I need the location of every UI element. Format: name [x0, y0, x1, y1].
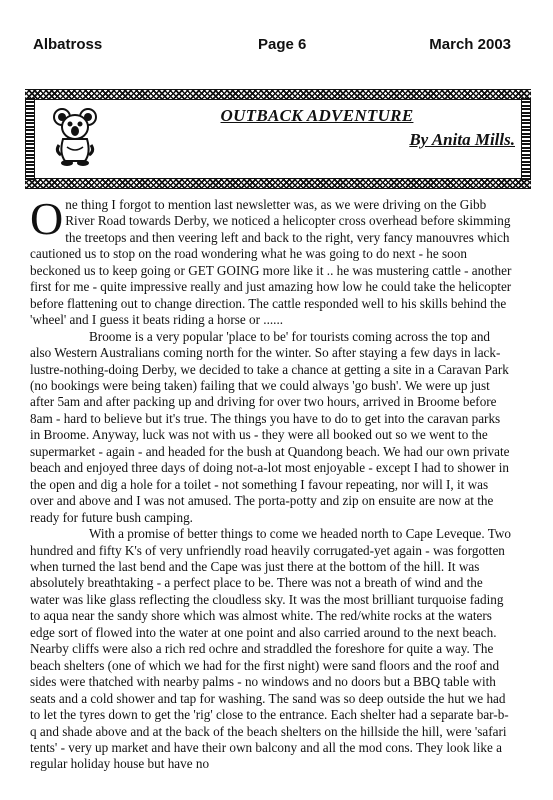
paragraph-1-text: ne thing I forgot to mention last newsletter was, as we were driving on the Gibb River Road towards Derby, we noticed a helicopter cross overhead before skimming the treetops and then veering left and back to the right, very fancy manouvres which cautioned us to stop on the road wondering what he was going to do next - he soon beckoned us to keep going or GET GOING more like it .. he was mustering cattle - another first for me - quite impressive really and just amazing how low he could take the helicopter before flattening out to change direction. The cattle responded well to his skills behind the 'wheel' and I guess it beats riding a horse or ......: [30, 197, 512, 328]
decorative-border-top: [25, 89, 531, 100]
page-header: [33, 36, 511, 56]
newsletter-name: Albatross: [33, 36, 103, 53]
article-banner: [25, 89, 531, 189]
decorative-border-right: [521, 98, 531, 180]
article-body: [30, 193, 512, 773]
decorative-border-bottom: [25, 178, 531, 189]
koala-clipart-icon: [53, 107, 97, 167]
article-byline: By Anita Mills.: [409, 130, 515, 149]
decorative-border-left: [25, 98, 35, 180]
paragraph-1: [30, 193, 512, 329]
drop-cap: O: [30, 193, 64, 244]
page-number: Page 6: [258, 36, 307, 53]
paragraph-2: Broome is a very popular 'place to be' for tourists coming across the top and also Western Australians coming north for the winter. So after staying a few days in lack-lustre-nothing-doing Derby, we decided to take a chance at getting a site in a Caravan Park (no bookings were being taken) failing that we could always 'go bush'. We were up just after 5am and after packing up and driving for over two hours, arrived in Broome before 8am - hard to believe but it's true. The things you have to do to get into the caravan parks in Broome. Anyway, luck was not with us - they were all booked out so we went to the supermarket - again - and headed for the bush at Quandong beach. We had our own private beach and enjoyed three days of doing not-a-lot most enjoyable - except I had to shower in the open and dig a hole for a toilet - not something I favour repeating, nor will I, it was over and above and I was not amused. The porta-potty and zip on ensuite are now at the ready for future bush camping.: [30, 328, 510, 525]
article-title: OUTBACK ADVENTURE: [220, 106, 414, 125]
issue-date: March 2003: [429, 36, 511, 53]
paragraph-3: With a promise of better things to come we headed north to Cape Leveque. Two hundred and fifty K's of very unfriendly road heavily corrugated-yet again - was forgotten when turned the last bend and the Cape was just there at the bottom of the hill. It was absolutely breathtaking - a perfect place to be. There was not a breath of wind and the water was like glass reflecting the cloudless sky. It was the most brilliant turquoise fading to aqua near the sandy shore which was almost white. The red/white rocks at the waters edge sort of flowed into the water at one point and also carried around to the next beach. Nearby cliffs were also a rich red ochre and straddled the foreshore for quite a way. The beach shelters (one of which we had for the first night) were sand floors and the roof and sides were thatched with nearby palms - no windows and no doors but a BBQ table with seats and a cold shower and tap for washing. The sand was so deep outside the hut we had to let the tyres down to get the 'rig' close to the entrance. Each shelter had a separate bar-b-q and shade above and at the back of the beach shelters on the hillside the hill, were 'safari tents' - very up market and have their own balcony and all the mod cons. They look like a regular holiday house but have no: [30, 526, 512, 772]
